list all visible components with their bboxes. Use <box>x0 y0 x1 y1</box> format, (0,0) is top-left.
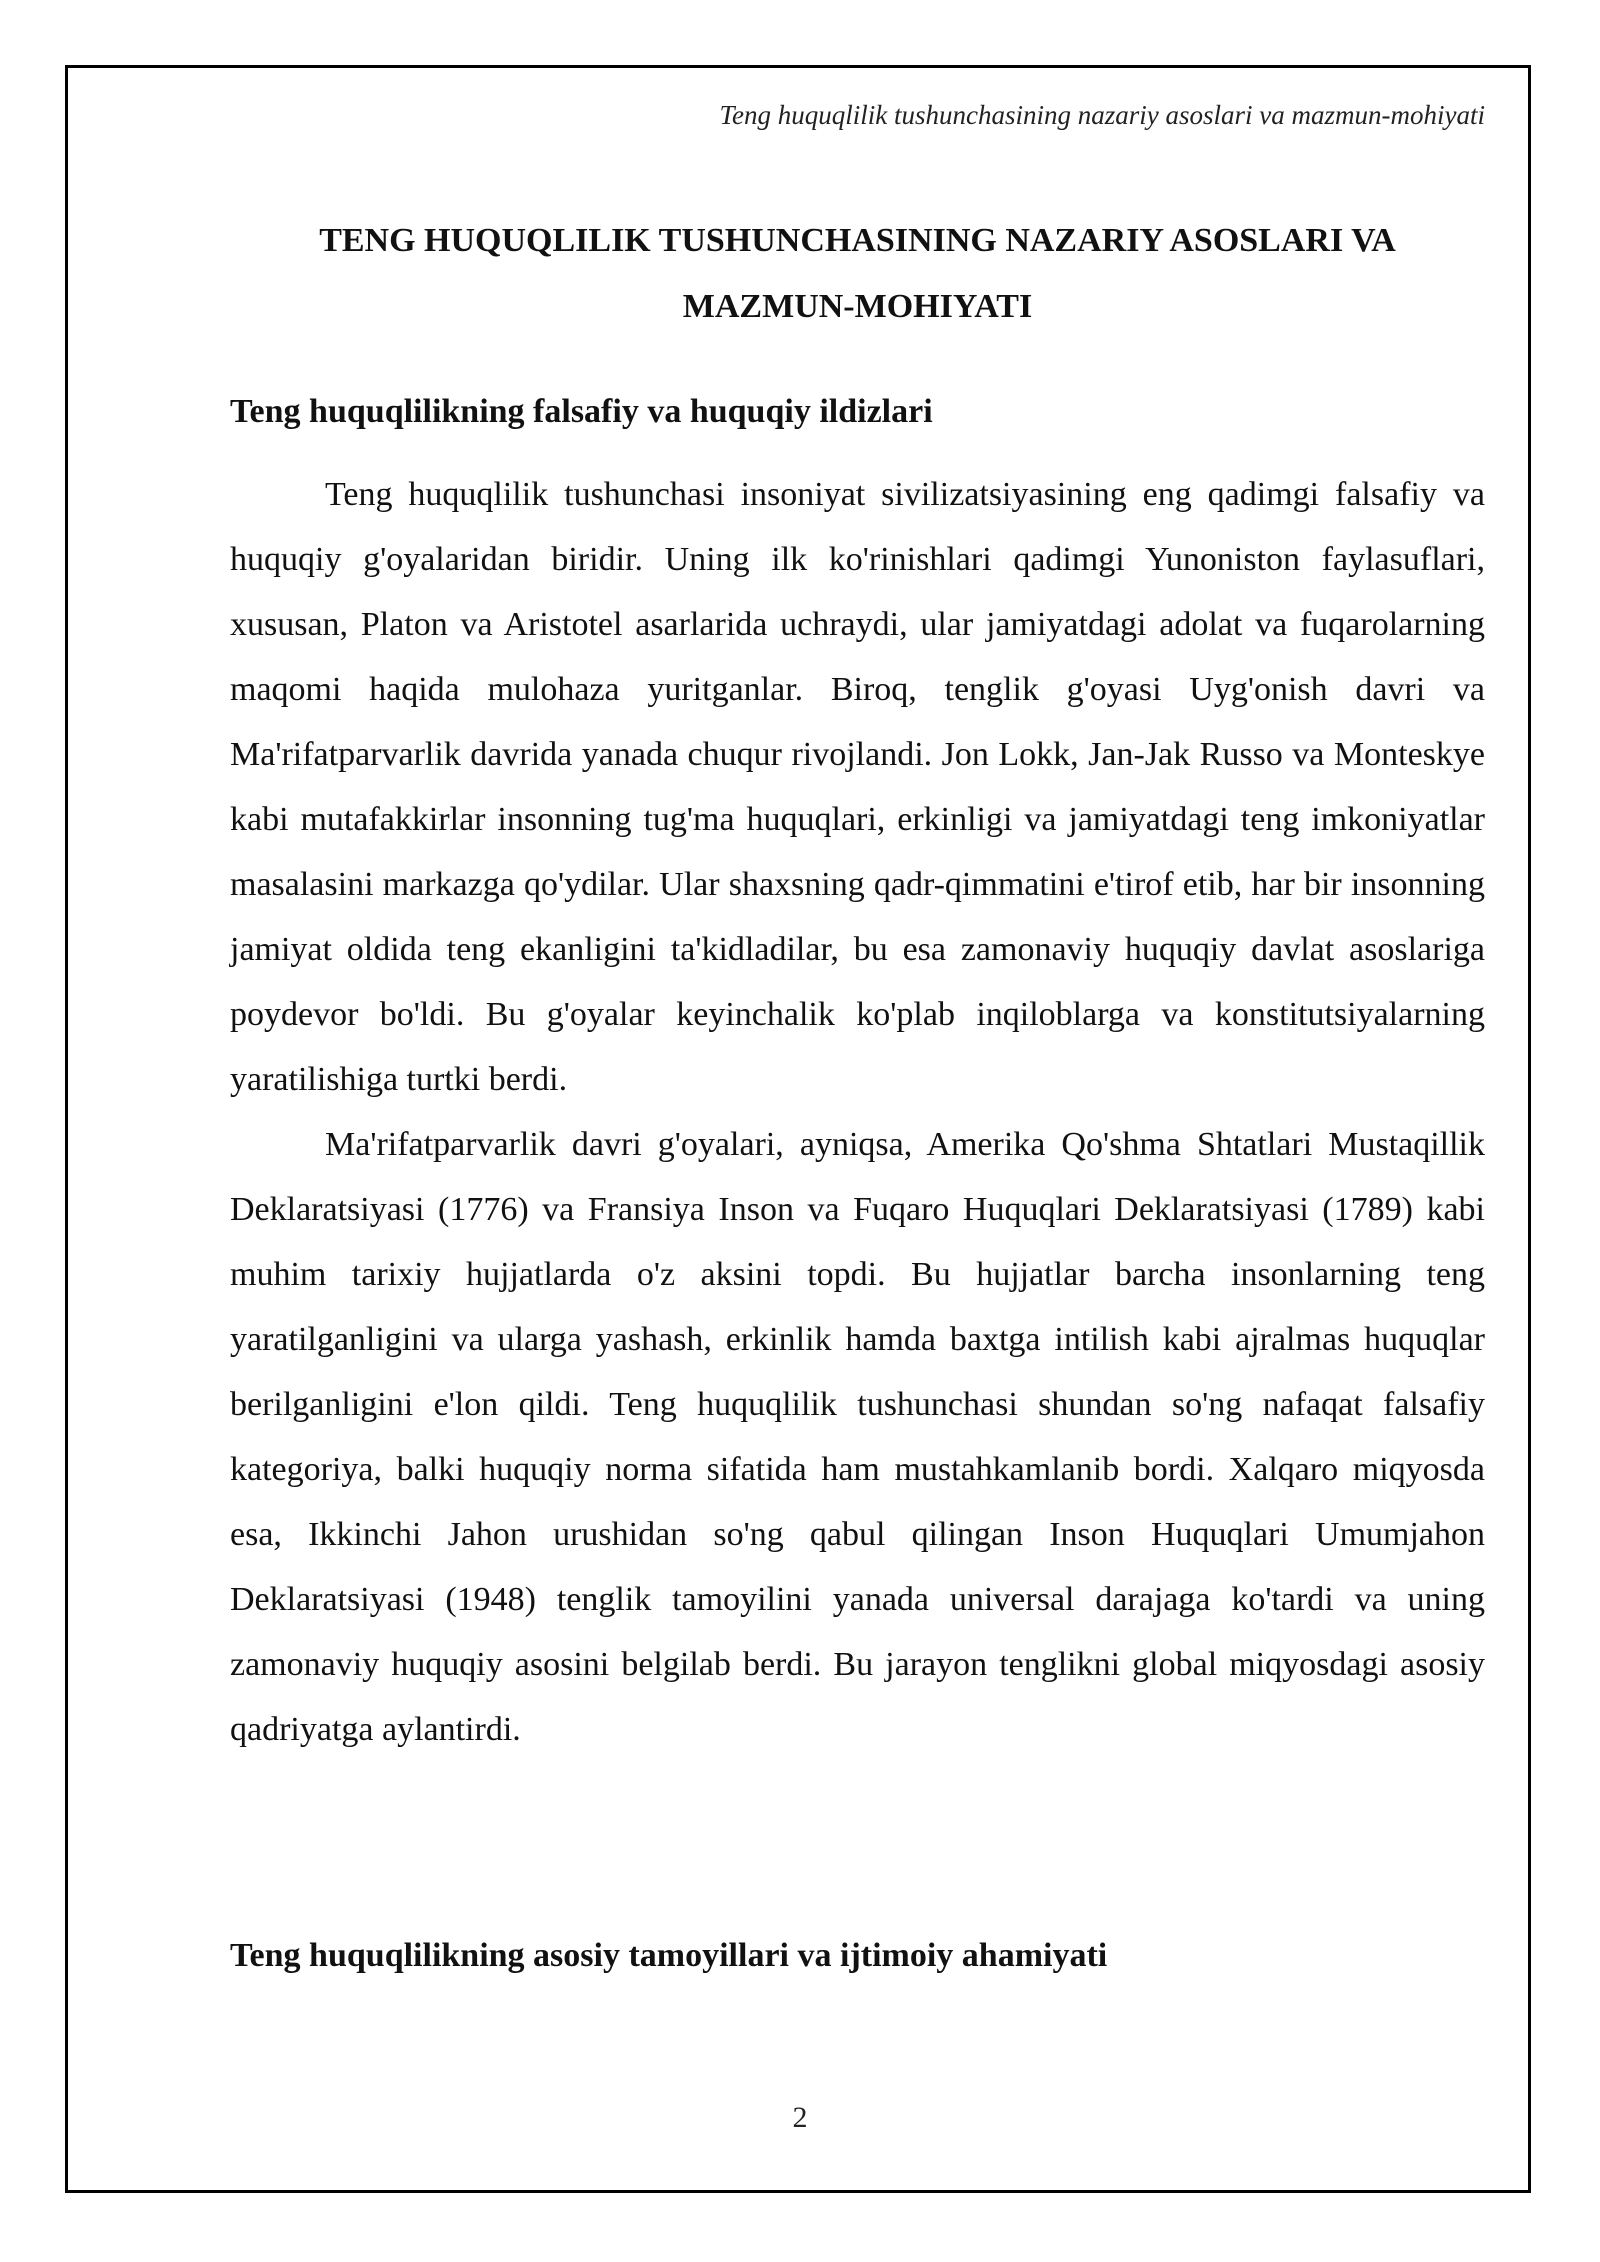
paragraph: Teng huquqlilik tushunchasi insoniyat sivilizatsiyasining eng qadimgi falsafiy va huquqiy g'oyalaridan biridir. Uning ilk ko'rinishlari qadimgi Yunoniston faylasuflari, xususan, Platon va Aristotel asarlarida uchraydi, ular jamiyatdagi adolat va fuqarolarning maqomi haqida mulohaza yuritganlar. Biroq, tenglik g'oyasi Uyg'onish davri va Ma'rifatparvarlik davrida yanada chuqur rivojlandi. Jon Lokk, Jan-Jak Russo va Monteskye kabi mutafakkirlar insonning tug'ma huquqlari, erkinligi va jamiyatdagi teng imkoniyatlar masalasini markazga qo'ydilar. Ular shaxsning qadr-qimmatini e'tirof etib, har bir insonning jamiyat oldida teng ekanligini ta'kidladilar, bu esa zamonaviy huquqiy davlat asoslariga poydevor bo'ldi. Bu g'oyalar keyinchalik ko'plab inqiloblarga va konstitutsiyalarning yaratilishiga turtki berdi. <box>230 476 1485 1098</box>
section-heading-philosophical-roots: Teng huquqlilikning falsafiy va huquqiy ildizlari <box>230 393 933 430</box>
section-heading-principles: Teng huquqlilikning asosiy tamoyillari va ijtimoiy ahamiyati <box>230 1937 1108 1974</box>
document-title: TENG HUQUQLILIK TUSHUNCHASINING NAZARIY ASOSLARI VA MAZMUN-MOHIYATI <box>319 222 1396 325</box>
paragraph: Ma'rifatparvarlik davri g'oyalari, ayniqsa, Amerika Qo'shma Shtatlari Mustaqillik Deklaratsiyasi (1776) va Fransiya Inson va Fuqaro Huquqlari Deklaratsiyasi (1789) kabi muhim tarixiy hujjatlarda o'z aksini topdi. Bu hujjatlar barcha insonlarning teng yaratilganligini va ularga yashash, erkinlik hamda baxtga intilish kabi ajralmas huquqlar berilganligini e'lon qildi. Teng huquqlilik tushunchasi shundan so'ng nafaqat falsafiy kategoriya, balki huquqiy norma sifatida ham mustahkamlanib bordi. Xalqaro miqyosda esa, Ikkinchi Jahon urushidan so'ng qabul qilingan Inson Huquqlari Umumjahon Deklaratsiyasi (1948) tenglik tamoyilini yanada universal darajaga ko'tardi va uning zamonaviy huquqiy asosini belgilab berdi. Bu jarayon tenglikni global miqyosdagi asosiy qadriyatga aylantirdi. <box>230 1126 1485 1748</box>
page-number: 2 <box>792 2101 808 2134</box>
running-header: Teng huquqlilik tushunchasining nazariy asoslari va mazmun-mohiyati <box>719 100 1485 130</box>
section-body <box>230 462 1485 1762</box>
